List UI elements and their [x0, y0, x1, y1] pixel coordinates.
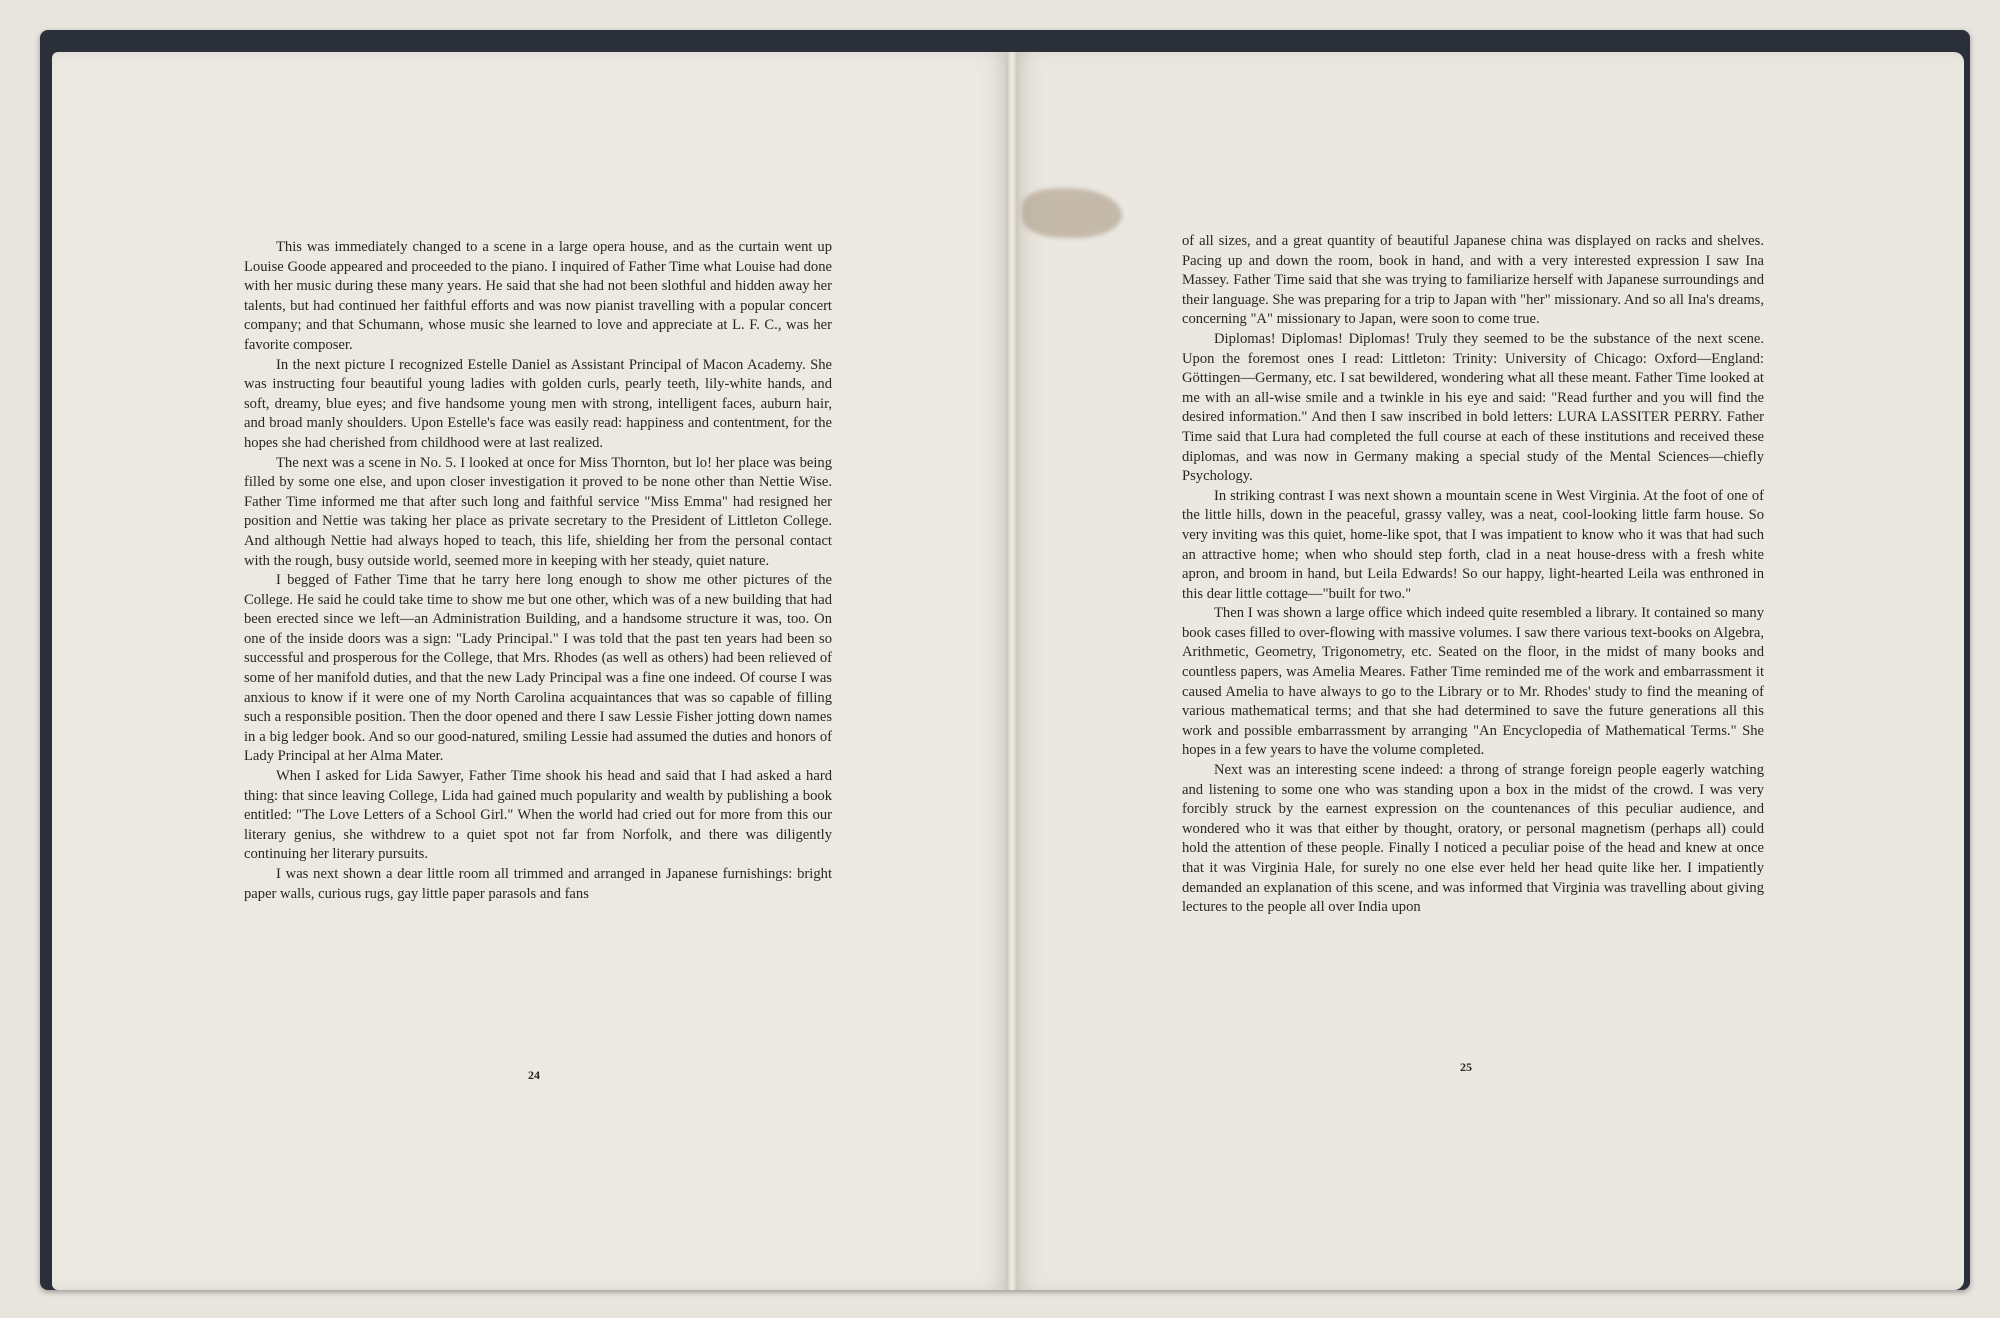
left-page-text — [244, 238, 832, 904]
paragraph: Then I was shown a large office which indeed quite resembled a library. It contained so many book cases filled to over-flowing with massive volumes. I saw there various text-books on Algebra, Arithmetic, Geometry, Trigonometry, etc. Seated on the floor, in the midst of many books and countless papers, was Amelia Meares. Father Time reminded me of the work and embarrassment it caused Amelia to have always to go to the Library or to Mr. Rhodes' study to find the meaning of various mathematical terms; and that she had determined to save the future generations all this work and possible embarrassment by arranging "An Encyclopedia of Mathematical Terms." She hopes in a few years to have the volume completed. — [1182, 605, 1764, 759]
paragraph: I begged of Father Time that he tarry here long enough to show me other pictures of the College. He said he could take time to show me but one other, which was of a new building that had been erected since we left—an Administration Building, and a handsome structure it was, too. On one of the inside doors was a sign: "Lady Principal." I was told that the past ten years had been so successful and prosperous for the College, that Mrs. Rhodes (as well as others) had been relieved of some of her manifold duties, and that the new Lady Principal was a fine one indeed. Of course I was anxious to know if it were one of my North Carolina acquaintances that was so capable of filling such a responsible position. Then the door opened and there I saw Lessie Fisher jotting down names in a big ledger book. And so our good-natured, smiling Lessie had assumed the duties and honors of Lady Principal at her Alma Mater. — [244, 572, 832, 765]
paragraph-continued: of all sizes, and a great quantity of beautiful Japanese china was displayed on racks and shelves. Pacing up and down the room, book in hand, and with a very interested expression I saw Ina Massey. Father Time said that she was trying to familiarize herself with Japanese surroundings and their language. She was preparing for a trip to Japan with "her" missionary. And so all Ina's dreams, concerning "A" missionary to Japan, were soon to come true. — [1182, 233, 1764, 328]
paragraph: Next was an interesting scene indeed: a throng of strange foreign people eagerly watching and listening to some one who was standing upon a box in the midst of the crowd. I was very forcibly struck by the earnest expression on the countenances of this peculiar audience, and wondered who it was that either by thought, oratory, or personal magnetism (perhaps all) could hold the attention of these people. Finally I noticed a peculiar poise of the head and knew at once that it was Virginia Hale, for surely no one else ever held her head quite like her. I impatiently demanded an explanation of this scene, and was informed that Virginia was travelling about giving lectures to the people all over India upon — [1182, 762, 1764, 916]
page-number-left: 24 — [528, 1068, 540, 1082]
paragraph: In the next picture I recognized Estelle Daniel as Assistant Principal of Macon Academy. She was instructing four beautiful young ladies with golden curls, pearly teeth, lily-white hands, and soft, dreamy, blue eyes; and five handsome young men with strong, intelligent faces, auburn hair, and broad manly shoulders. Upon Estelle's face was easily read: happiness and contentment, for the hopes she had cherished from childhood were at last realized. — [244, 356, 832, 451]
paragraph: This was immediately changed to a scene in a large opera house, and as the curtain went up Louise Goode appeared and proceeded to the piano. I inquired of Father Time what Louise had done with her music during these many years. He said that she had not been slothful and hidden away her talents, but had continued her faithful efforts and was now pianist travelling with a popular concert company; and that Schumann, whose music she learned to love and appreciate at L. F. C., was her favorite composer. — [244, 239, 832, 353]
page-number-right: 25 — [1460, 1060, 1472, 1074]
paragraph: Diplomas! Diplomas! Diplomas! Truly they seemed to be the substance of the next scene. Upon the foremost ones I read: Littleton: Trinity: University of Chicago: Oxford—England: Göttingen—Germany, etc. I sat bewildered, wondering what all these meant. Father Time looked at me with an all-wise smile and a twinkle in his eye and said: "Read further and you will find the desired information." And then I saw inscribed in bold letters: LURA LASSITER PERRY. Father Time said that Lura had completed the full course at each of these institutions and received these diplomas, and was now in Germany making a special study of the Mental Sciences—chiefly Psychology. — [1182, 330, 1764, 485]
paragraph: In striking contrast I was next shown a mountain scene in West Virginia. At the foot of one of the little hills, down in the peaceful, grassy valley, was a neat, cool-looking little farm house. So very inviting was this quiet, home-like spot, that I was impatient to know who it was that had such an attractive home; when who should step forth, clad in a neat house-dress with a fresh white apron, and broom in hand, but Leila Edwards! So our happy, light-hearted Leila was enthroned in this dear little cottage—"built for two." — [1182, 487, 1764, 602]
book-gutter — [1006, 52, 1018, 1290]
right-page-text — [1182, 232, 1764, 918]
paragraph: I was next shown a dear little room all trimmed and arranged in Japanese furnishings: bright paper walls, curious rugs, gay little paper parasols and fans — [244, 866, 832, 902]
paragraph: When I asked for Lida Sawyer, Father Time shook his head and said that I had asked a hard thing: that since leaving College, Lida had gained much popularity and wealth by publishing a book entitled: "The Love Letters of a School Girl." When the world had cried out for more from this our literary genius, she withdrew to a quiet spot not far from Norfolk, and there was diligently continuing her literary pursuits. — [244, 768, 832, 863]
paragraph: The next was a scene in No. 5. I looked at once for Miss Thornton, but lo! her place was being filled by some one else, and upon closer investigation it proved to be none other than Nettie Wise. Father Time informed me that after such long and faithful service "Miss Emma" had resigned her position and Nettie was taking her place as private secretary to the President of Littleton College. And although Nettie had always hoped to teach, this life, shielding her from the personal contact with the rough, busy outside world, seemed more in keeping with her steady, quiet nature. — [244, 454, 832, 569]
page-stain — [1022, 188, 1122, 238]
